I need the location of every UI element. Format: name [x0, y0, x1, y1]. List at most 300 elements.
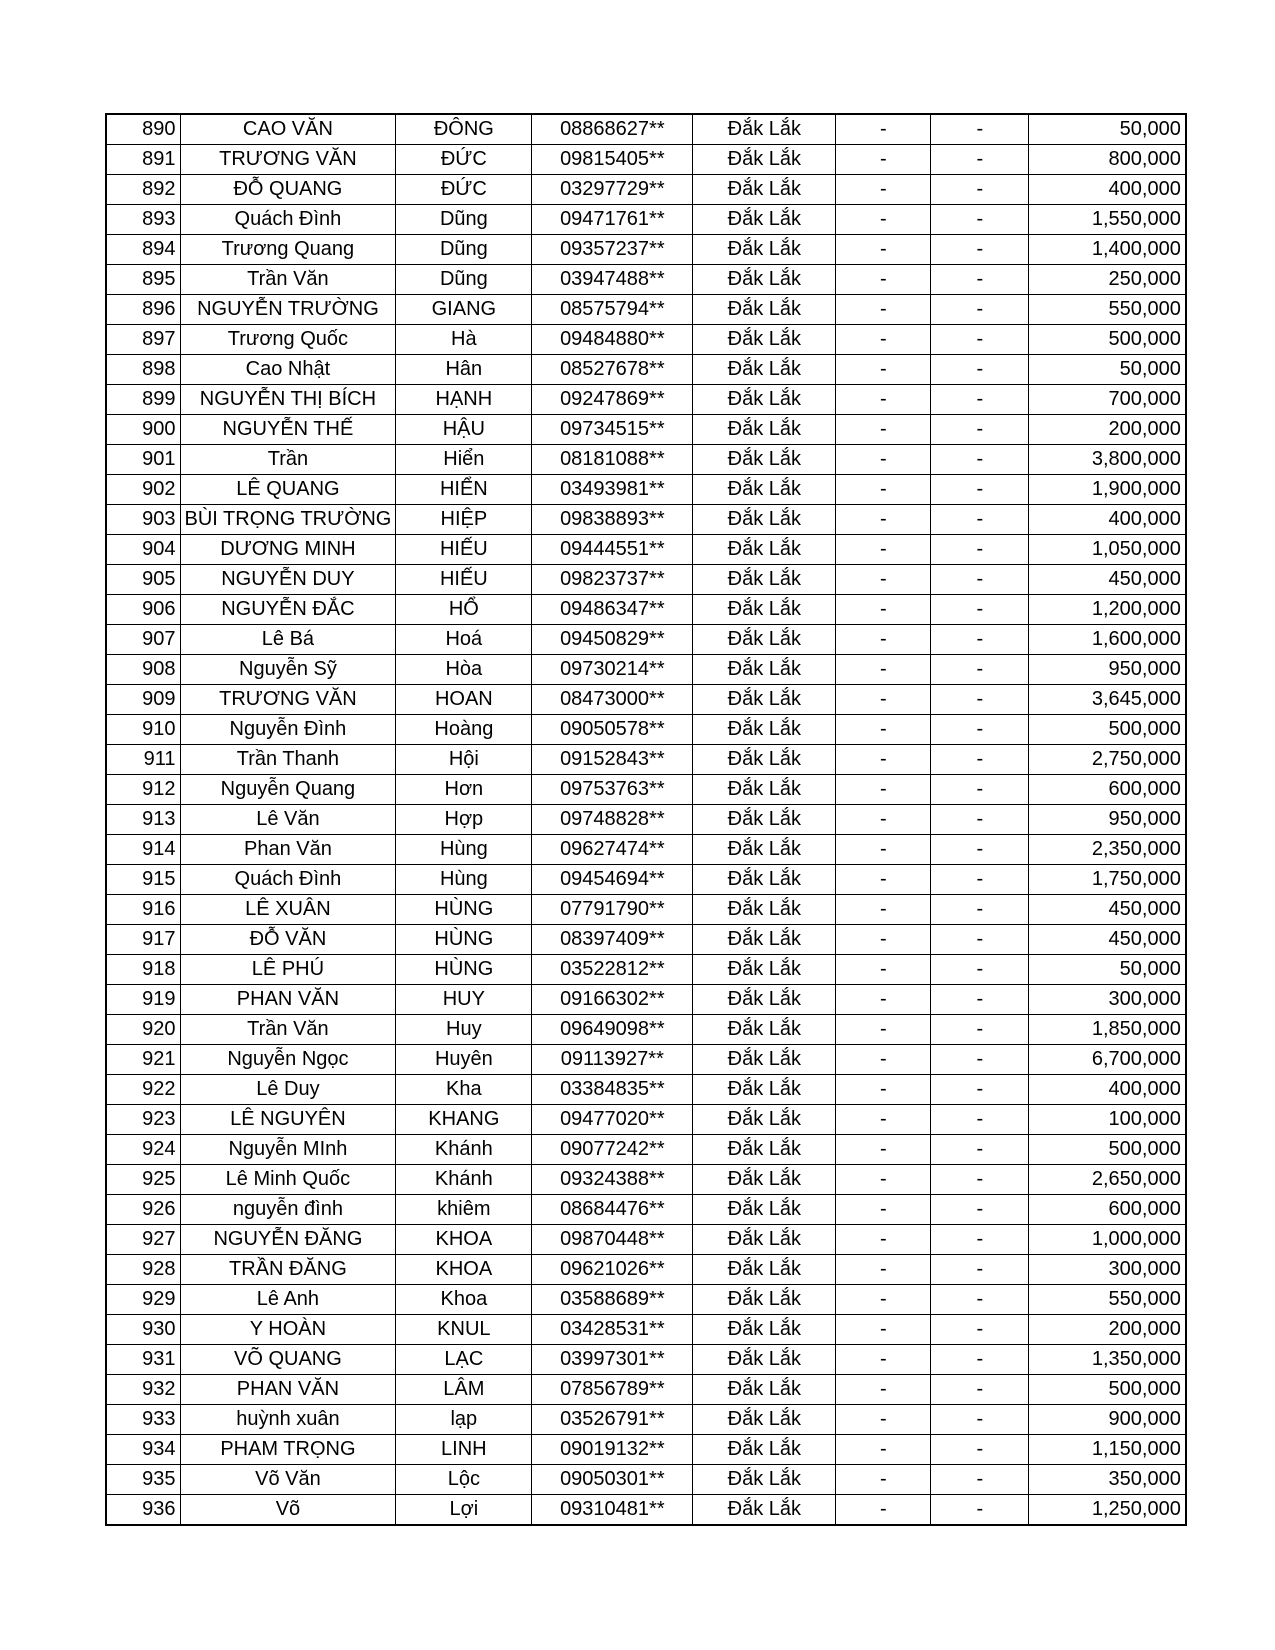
province-cell: Đắk Lắk	[693, 295, 836, 325]
empty-column-2-cell: -	[931, 835, 1029, 865]
province-cell: Đắk Lắk	[693, 1315, 836, 1345]
given-name-cell: Lộc	[396, 1465, 532, 1495]
family-middle-name-cell: Quách Đình	[180, 205, 396, 235]
empty-column-2-cell: -	[931, 1315, 1029, 1345]
family-middle-name-cell: Nguyễn MInh	[180, 1135, 396, 1165]
row-number-cell: 911	[106, 745, 180, 775]
row-number-cell: 926	[106, 1195, 180, 1225]
phone-number-cell: 09838893**	[532, 505, 693, 535]
amount-cell: 1,600,000	[1029, 625, 1186, 655]
table-row	[106, 895, 1186, 925]
row-number-cell: 920	[106, 1015, 180, 1045]
phone-number-cell: 08397409**	[532, 925, 693, 955]
row-number-cell: 935	[106, 1465, 180, 1495]
empty-column-1-cell: -	[836, 445, 931, 475]
empty-column-1-cell: -	[836, 175, 931, 205]
phone-number-cell: 03997301**	[532, 1345, 693, 1375]
given-name-cell: Hơn	[396, 775, 532, 805]
province-cell: Đắk Lắk	[693, 1375, 836, 1405]
family-middle-name-cell: Phan Văn	[180, 835, 396, 865]
table-row	[106, 535, 1186, 565]
province-cell: Đắk Lắk	[693, 775, 836, 805]
province-cell: Đắk Lắk	[693, 445, 836, 475]
province-cell: Đắk Lắk	[693, 265, 836, 295]
amount-cell: 50,000	[1029, 114, 1186, 145]
amount-cell: 3,800,000	[1029, 445, 1186, 475]
amount-cell: 100,000	[1029, 1105, 1186, 1135]
table-row	[106, 205, 1186, 235]
row-number-cell: 921	[106, 1045, 180, 1075]
amount-cell: 550,000	[1029, 295, 1186, 325]
empty-column-1-cell: -	[836, 835, 931, 865]
province-cell: Đắk Lắk	[693, 865, 836, 895]
phone-number-cell: 09050578**	[532, 715, 693, 745]
province-cell: Đắk Lắk	[693, 925, 836, 955]
empty-column-1-cell: -	[836, 535, 931, 565]
province-cell: Đắk Lắk	[693, 1225, 836, 1255]
province-cell: Đắk Lắk	[693, 1135, 836, 1165]
empty-column-2-cell: -	[931, 1465, 1029, 1495]
empty-column-2-cell: -	[931, 715, 1029, 745]
family-middle-name-cell: LÊ XUÂN	[180, 895, 396, 925]
family-middle-name-cell: BÙI TRỌNG TRƯỜNG	[180, 505, 396, 535]
amount-cell: 350,000	[1029, 1465, 1186, 1495]
phone-number-cell: 09310481**	[532, 1495, 693, 1526]
table-row	[106, 325, 1186, 355]
empty-column-2-cell: -	[931, 625, 1029, 655]
phone-number-cell: 09734515**	[532, 415, 693, 445]
phone-number-cell: 09486347**	[532, 595, 693, 625]
row-number-cell: 919	[106, 985, 180, 1015]
province-cell: Đắk Lắk	[693, 535, 836, 565]
given-name-cell: HỔ	[396, 595, 532, 625]
given-name-cell: Hoá	[396, 625, 532, 655]
empty-column-2-cell: -	[931, 1135, 1029, 1165]
province-cell: Đắk Lắk	[693, 1405, 836, 1435]
empty-column-1-cell: -	[836, 1075, 931, 1105]
empty-column-2-cell: -	[931, 1045, 1029, 1075]
amount-cell: 1,200,000	[1029, 595, 1186, 625]
amount-cell: 500,000	[1029, 715, 1186, 745]
empty-column-1-cell: -	[836, 1465, 931, 1495]
empty-column-1-cell: -	[836, 1165, 931, 1195]
family-middle-name-cell: Y HOÀN	[180, 1315, 396, 1345]
phone-number-cell: 08868627**	[532, 114, 693, 145]
row-number-cell: 934	[106, 1435, 180, 1465]
table-row	[106, 835, 1186, 865]
empty-column-2-cell: -	[931, 385, 1029, 415]
empty-column-2-cell: -	[931, 1225, 1029, 1255]
amount-cell: 1,150,000	[1029, 1435, 1186, 1465]
table-row	[106, 865, 1186, 895]
row-number-cell: 894	[106, 235, 180, 265]
amount-cell: 6,700,000	[1029, 1045, 1186, 1075]
row-number-cell: 891	[106, 145, 180, 175]
given-name-cell: Lợi	[396, 1495, 532, 1526]
empty-column-1-cell: -	[836, 145, 931, 175]
given-name-cell: LÂM	[396, 1375, 532, 1405]
amount-cell: 500,000	[1029, 1135, 1186, 1165]
donor-table	[105, 113, 1187, 1526]
amount-cell: 600,000	[1029, 1195, 1186, 1225]
family-middle-name-cell: LÊ QUANG	[180, 475, 396, 505]
empty-column-1-cell: -	[836, 745, 931, 775]
empty-column-1-cell: -	[836, 625, 931, 655]
given-name-cell: HÙNG	[396, 955, 532, 985]
province-cell: Đắk Lắk	[693, 625, 836, 655]
amount-cell: 1,550,000	[1029, 205, 1186, 235]
province-cell: Đắk Lắk	[693, 325, 836, 355]
table-row	[106, 805, 1186, 835]
province-cell: Đắk Lắk	[693, 1075, 836, 1105]
row-number-cell: 930	[106, 1315, 180, 1345]
row-number-cell: 913	[106, 805, 180, 835]
given-name-cell: Dũng	[396, 205, 532, 235]
empty-column-2-cell: -	[931, 415, 1029, 445]
given-name-cell: Hân	[396, 355, 532, 385]
table-row	[106, 955, 1186, 985]
province-cell: Đắk Lắk	[693, 175, 836, 205]
phone-number-cell: 03493981**	[532, 475, 693, 505]
given-name-cell: ĐÔNG	[396, 114, 532, 145]
phone-number-cell: 09748828**	[532, 805, 693, 835]
given-name-cell: Hoàng	[396, 715, 532, 745]
empty-column-1-cell: -	[836, 475, 931, 505]
empty-column-2-cell: -	[931, 145, 1029, 175]
table-row	[106, 715, 1186, 745]
empty-column-2-cell: -	[931, 685, 1029, 715]
empty-column-2-cell: -	[931, 205, 1029, 235]
family-middle-name-cell: Cao Nhật	[180, 355, 396, 385]
empty-column-1-cell: -	[836, 1375, 931, 1405]
phone-number-cell: 09477020**	[532, 1105, 693, 1135]
empty-column-1-cell: -	[836, 895, 931, 925]
given-name-cell: KNUL	[396, 1315, 532, 1345]
empty-column-1-cell: -	[836, 655, 931, 685]
table-row	[106, 1165, 1186, 1195]
phone-number-cell: 08527678**	[532, 355, 693, 385]
amount-cell: 450,000	[1029, 565, 1186, 595]
province-cell: Đắk Lắk	[693, 355, 836, 385]
row-number-cell: 910	[106, 715, 180, 745]
given-name-cell: ĐỨC	[396, 145, 532, 175]
amount-cell: 900,000	[1029, 1405, 1186, 1435]
family-middle-name-cell: Trương Quốc	[180, 325, 396, 355]
family-middle-name-cell: LÊ PHÚ	[180, 955, 396, 985]
amount-cell: 50,000	[1029, 355, 1186, 385]
empty-column-1-cell: -	[836, 114, 931, 145]
table-row	[106, 1105, 1186, 1135]
table-row	[106, 625, 1186, 655]
province-cell: Đắk Lắk	[693, 415, 836, 445]
phone-number-cell: 09357237**	[532, 235, 693, 265]
phone-number-cell: 09019132**	[532, 1435, 693, 1465]
phone-number-cell: 08684476**	[532, 1195, 693, 1225]
phone-number-cell: 09753763**	[532, 775, 693, 805]
table-row	[106, 1375, 1186, 1405]
empty-column-2-cell: -	[931, 114, 1029, 145]
empty-column-2-cell: -	[931, 175, 1029, 205]
phone-number-cell: 09627474**	[532, 835, 693, 865]
row-number-cell: 900	[106, 415, 180, 445]
row-number-cell: 904	[106, 535, 180, 565]
given-name-cell: HẠNH	[396, 385, 532, 415]
empty-column-2-cell: -	[931, 565, 1029, 595]
table-row	[106, 1495, 1186, 1526]
row-number-cell: 893	[106, 205, 180, 235]
given-name-cell: HẬU	[396, 415, 532, 445]
table-row	[106, 1225, 1186, 1255]
amount-cell: 1,250,000	[1029, 1495, 1186, 1526]
row-number-cell: 905	[106, 565, 180, 595]
family-middle-name-cell: NGUYỄN THỊ BÍCH	[180, 385, 396, 415]
row-number-cell: 932	[106, 1375, 180, 1405]
table-row	[106, 1435, 1186, 1465]
row-number-cell: 917	[106, 925, 180, 955]
empty-column-1-cell: -	[836, 1435, 931, 1465]
row-number-cell: 923	[106, 1105, 180, 1135]
row-number-cell: 890	[106, 114, 180, 145]
province-cell: Đắk Lắk	[693, 1105, 836, 1135]
empty-column-1-cell: -	[836, 1345, 931, 1375]
phone-number-cell: 09152843**	[532, 745, 693, 775]
given-name-cell: Hiển	[396, 445, 532, 475]
given-name-cell: LINH	[396, 1435, 532, 1465]
empty-column-1-cell: -	[836, 295, 931, 325]
empty-column-2-cell: -	[931, 985, 1029, 1015]
table-row	[106, 1405, 1186, 1435]
empty-column-2-cell: -	[931, 295, 1029, 325]
amount-cell: 800,000	[1029, 145, 1186, 175]
table-row	[106, 1465, 1186, 1495]
table-row	[106, 114, 1186, 145]
family-middle-name-cell: Nguyễn Sỹ	[180, 655, 396, 685]
province-cell: Đắk Lắk	[693, 505, 836, 535]
empty-column-2-cell: -	[931, 265, 1029, 295]
amount-cell: 300,000	[1029, 1255, 1186, 1285]
phone-number-cell: 03384835**	[532, 1075, 693, 1105]
amount-cell: 1,350,000	[1029, 1345, 1186, 1375]
province-cell: Đắk Lắk	[693, 145, 836, 175]
given-name-cell: Hùng	[396, 865, 532, 895]
table-row	[106, 475, 1186, 505]
family-middle-name-cell: Quách Đình	[180, 865, 396, 895]
province-cell: Đắk Lắk	[693, 565, 836, 595]
empty-column-1-cell: -	[836, 1225, 931, 1255]
family-middle-name-cell: nguyễn đình	[180, 1195, 396, 1225]
empty-column-2-cell: -	[931, 445, 1029, 475]
row-number-cell: 898	[106, 355, 180, 385]
amount-cell: 200,000	[1029, 1315, 1186, 1345]
phone-number-cell: 09471761**	[532, 205, 693, 235]
empty-column-1-cell: -	[836, 265, 931, 295]
row-number-cell: 912	[106, 775, 180, 805]
empty-column-2-cell: -	[931, 655, 1029, 685]
empty-column-2-cell: -	[931, 1195, 1029, 1225]
empty-column-1-cell: -	[836, 715, 931, 745]
given-name-cell: Dũng	[396, 235, 532, 265]
amount-cell: 700,000	[1029, 385, 1186, 415]
row-number-cell: 899	[106, 385, 180, 415]
given-name-cell: Kha	[396, 1075, 532, 1105]
province-cell: Đắk Lắk	[693, 655, 836, 685]
row-number-cell: 915	[106, 865, 180, 895]
phone-number-cell: 09621026**	[532, 1255, 693, 1285]
table-row	[106, 445, 1186, 475]
empty-column-1-cell: -	[836, 505, 931, 535]
phone-number-cell: 09870448**	[532, 1225, 693, 1255]
province-cell: Đắk Lắk	[693, 385, 836, 415]
empty-column-1-cell: -	[836, 1135, 931, 1165]
family-middle-name-cell: NGUYỄN ĐĂNG	[180, 1225, 396, 1255]
row-number-cell: 925	[106, 1165, 180, 1195]
row-number-cell: 931	[106, 1345, 180, 1375]
given-name-cell: Hòa	[396, 655, 532, 685]
family-middle-name-cell: huỳnh xuân	[180, 1405, 396, 1435]
province-cell: Đắk Lắk	[693, 895, 836, 925]
empty-column-2-cell: -	[931, 355, 1029, 385]
table-row	[106, 1345, 1186, 1375]
empty-column-1-cell: -	[836, 955, 931, 985]
empty-column-1-cell: -	[836, 385, 931, 415]
phone-number-cell: 09484880**	[532, 325, 693, 355]
province-cell: Đắk Lắk	[693, 475, 836, 505]
given-name-cell: HIẾU	[396, 565, 532, 595]
table-row	[106, 1285, 1186, 1315]
given-name-cell: Huy	[396, 1015, 532, 1045]
family-middle-name-cell: Nguyễn Đình	[180, 715, 396, 745]
empty-column-1-cell: -	[836, 595, 931, 625]
empty-column-1-cell: -	[836, 1405, 931, 1435]
family-middle-name-cell: Trần Thanh	[180, 745, 396, 775]
amount-cell: 200,000	[1029, 415, 1186, 445]
given-name-cell: Khánh	[396, 1135, 532, 1165]
province-cell: Đắk Lắk	[693, 805, 836, 835]
table-row	[106, 415, 1186, 445]
row-number-cell: 907	[106, 625, 180, 655]
phone-number-cell: 09324388**	[532, 1165, 693, 1195]
row-number-cell: 892	[106, 175, 180, 205]
empty-column-1-cell: -	[836, 1045, 931, 1075]
empty-column-2-cell: -	[931, 955, 1029, 985]
family-middle-name-cell: LÊ NGUYÊN	[180, 1105, 396, 1135]
table-row	[106, 175, 1186, 205]
empty-column-2-cell: -	[931, 1345, 1029, 1375]
empty-column-1-cell: -	[836, 985, 931, 1015]
family-middle-name-cell: ĐỖ QUANG	[180, 175, 396, 205]
given-name-cell: HOAN	[396, 685, 532, 715]
phone-number-cell: 09166302**	[532, 985, 693, 1015]
family-middle-name-cell: VÕ QUANG	[180, 1345, 396, 1375]
table-row	[106, 355, 1186, 385]
empty-column-2-cell: -	[931, 1435, 1029, 1465]
empty-column-2-cell: -	[931, 595, 1029, 625]
table-row	[106, 1195, 1186, 1225]
table-row	[106, 145, 1186, 175]
empty-column-1-cell: -	[836, 1105, 931, 1135]
family-middle-name-cell: Lê Bá	[180, 625, 396, 655]
family-middle-name-cell: ĐỖ VĂN	[180, 925, 396, 955]
amount-cell: 2,350,000	[1029, 835, 1186, 865]
amount-cell: 950,000	[1029, 805, 1186, 835]
row-number-cell: 901	[106, 445, 180, 475]
empty-column-1-cell: -	[836, 1255, 931, 1285]
table-row	[106, 1045, 1186, 1075]
row-number-cell: 908	[106, 655, 180, 685]
empty-column-2-cell: -	[931, 775, 1029, 805]
row-number-cell: 936	[106, 1495, 180, 1526]
phone-number-cell: 09444551**	[532, 535, 693, 565]
empty-column-2-cell: -	[931, 475, 1029, 505]
empty-column-1-cell: -	[836, 1315, 931, 1345]
given-name-cell: HIỆP	[396, 505, 532, 535]
province-cell: Đắk Lắk	[693, 1345, 836, 1375]
amount-cell: 400,000	[1029, 505, 1186, 535]
row-number-cell: 928	[106, 1255, 180, 1285]
table-row	[106, 1015, 1186, 1045]
phone-number-cell: 03588689**	[532, 1285, 693, 1315]
given-name-cell: khiêm	[396, 1195, 532, 1225]
phone-number-cell: 08575794**	[532, 295, 693, 325]
table-row	[106, 385, 1186, 415]
phone-number-cell: 09823737**	[532, 565, 693, 595]
phone-number-cell: 07791790**	[532, 895, 693, 925]
given-name-cell: ĐỨC	[396, 175, 532, 205]
phone-number-cell: 08473000**	[532, 685, 693, 715]
family-middle-name-cell: NGUYỄN TRƯỜNG	[180, 295, 396, 325]
phone-number-cell: 03526791**	[532, 1405, 693, 1435]
phone-number-cell: 03297729**	[532, 175, 693, 205]
given-name-cell: KHANG	[396, 1105, 532, 1135]
family-middle-name-cell: Võ Văn	[180, 1465, 396, 1495]
province-cell: Đắk Lắk	[693, 1255, 836, 1285]
table-row	[106, 745, 1186, 775]
given-name-cell: Dũng	[396, 265, 532, 295]
phone-number-cell: 03947488**	[532, 265, 693, 295]
family-middle-name-cell: Lê Minh Quốc	[180, 1165, 396, 1195]
family-middle-name-cell: PHAN VĂN	[180, 1375, 396, 1405]
row-number-cell: 902	[106, 475, 180, 505]
amount-cell: 2,650,000	[1029, 1165, 1186, 1195]
given-name-cell: LẠC	[396, 1345, 532, 1375]
amount-cell: 400,000	[1029, 175, 1186, 205]
empty-column-1-cell: -	[836, 1015, 931, 1045]
phone-number-cell: 08181088**	[532, 445, 693, 475]
amount-cell: 1,900,000	[1029, 475, 1186, 505]
amount-cell: 3,645,000	[1029, 685, 1186, 715]
row-number-cell: 927	[106, 1225, 180, 1255]
row-number-cell: 922	[106, 1075, 180, 1105]
table-row	[106, 235, 1186, 265]
given-name-cell: HIẾU	[396, 535, 532, 565]
amount-cell: 500,000	[1029, 325, 1186, 355]
row-number-cell: 918	[106, 955, 180, 985]
amount-cell: 1,400,000	[1029, 235, 1186, 265]
phone-number-cell: 09077242**	[532, 1135, 693, 1165]
phone-number-cell: 03428531**	[532, 1315, 693, 1345]
amount-cell: 450,000	[1029, 925, 1186, 955]
empty-column-1-cell: -	[836, 235, 931, 265]
empty-column-1-cell: -	[836, 775, 931, 805]
amount-cell: 1,050,000	[1029, 535, 1186, 565]
empty-column-2-cell: -	[931, 1495, 1029, 1526]
amount-cell: 600,000	[1029, 775, 1186, 805]
province-cell: Đắk Lắk	[693, 205, 836, 235]
table-row	[106, 1255, 1186, 1285]
given-name-cell: Huyên	[396, 1045, 532, 1075]
amount-cell: 250,000	[1029, 265, 1186, 295]
given-name-cell: Hợp	[396, 805, 532, 835]
